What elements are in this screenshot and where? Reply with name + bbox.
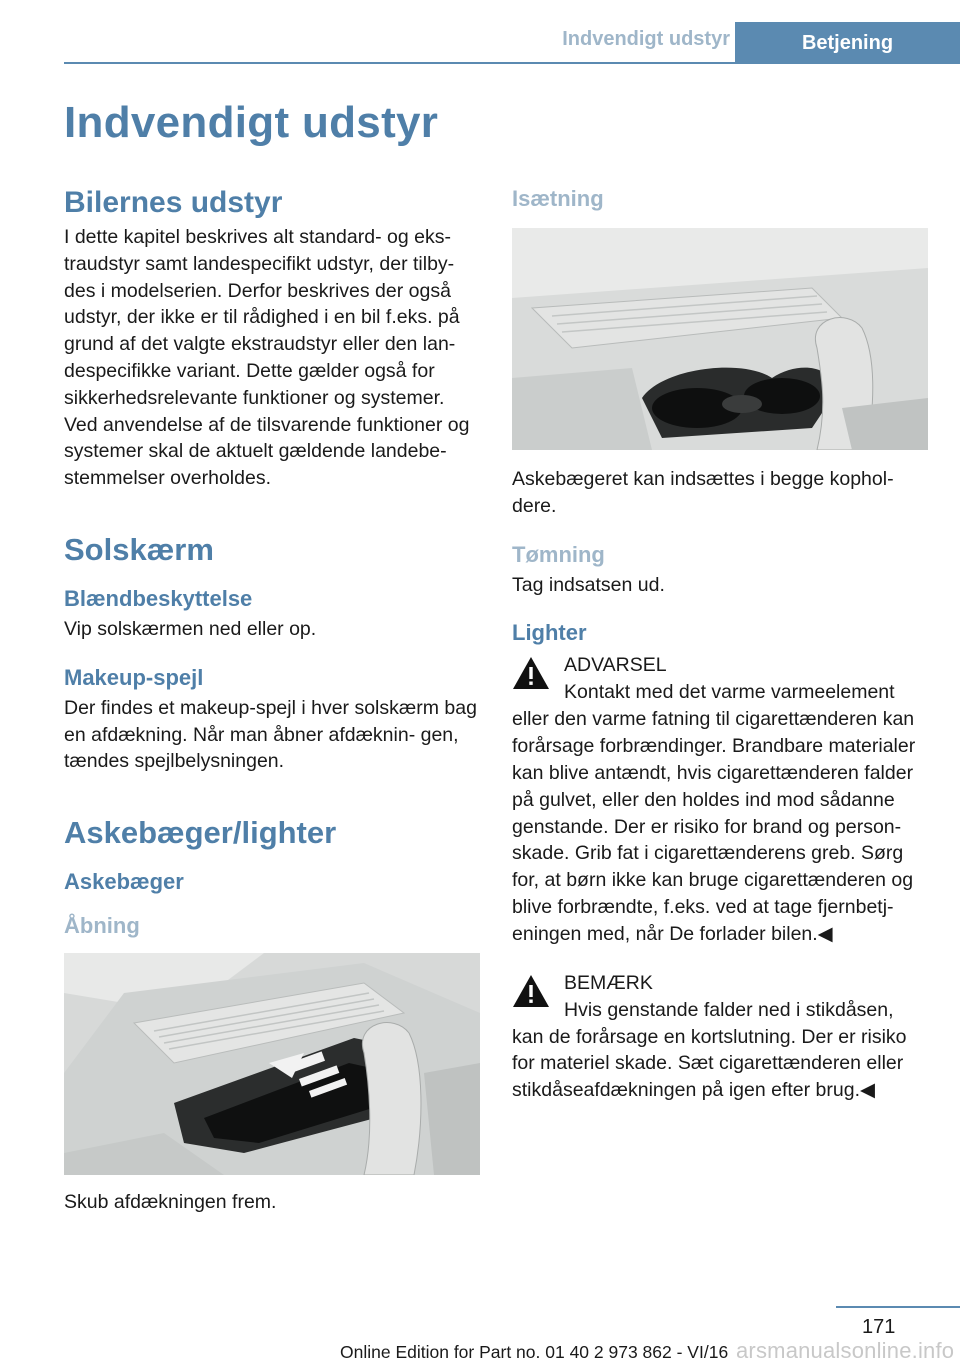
notice-title: BEMÆRK <box>564 971 653 994</box>
heading-solskaerm: Solskærm <box>64 531 214 567</box>
heading-askebaeger: Askebæger <box>64 869 184 895</box>
heading-lighter: Lighter <box>512 620 587 646</box>
heading-blaendbeskyttelse: Blændbeskyttelse <box>64 585 253 611</box>
footer-rule <box>836 1306 960 1308</box>
ashtray-opening-illustration <box>64 953 480 1175</box>
notice-body: kan de forårsage en kortslutning. Der er risiko for materiel skade. Sæt cigarettænderen eller stikdåseafdækningen på igen efter brug.◀ <box>512 1025 907 1102</box>
watermark: arsmanualsonline.info <box>736 1338 955 1363</box>
header-chapter-tab: Betjening <box>735 22 960 62</box>
page-header <box>0 0 960 64</box>
paragraph-bilernes-udstyr: I dette kapitel beskrives alt standard- og eks‐ traudstyr samt landespecifikt udstyr, der tilby‐ des i modelserien. Derfor beskrives der også udstyr, der ikke er til rådighed i en bil f.eks. på grund af det valgte ekstraudstyr eller den lan‐ despecifikke variant. Dette gælder også for sikkerhedsrelevante funktioner og systemer. Ved anvendelse af de tilsvarende funktioner og systemer skal de aktuelt gældende landebe‐ stemmelser overholdes. <box>64 226 470 490</box>
notice-block <box>512 970 928 1104</box>
header-section-title: Indvendigt udstyr <box>562 28 730 50</box>
right-column <box>512 186 928 1104</box>
caption-aabning: Skub afdækningen frem. <box>64 1191 277 1214</box>
warning-body: eller den varme fatning til cigarettænderen kan forårsage forbrændinger. Brandbare materialer kan blive antændt, hvis cigarettænderen falder på gulvet, eller den holdes ind mod sådanne genstande. Der er risiko for brand og person‐ skade. Grib fat i cigarettænderens greb. Sørg for, at børn ikke kan bruge cigarettænderen og blive forbrændte, f.eks. ved at tage fjernbetj‐ eningen med, når De forlader bilen.◀ <box>512 708 916 945</box>
heading-aabning: Åbning <box>64 913 140 939</box>
figure-ashtray-insertion <box>512 228 928 450</box>
heading-isaetning: Isætning <box>512 186 604 211</box>
page-title: Indvendigt udstyr <box>64 98 439 147</box>
paragraph-tomning: Tag indsatsen ud. <box>512 573 665 596</box>
header-rule <box>64 62 960 64</box>
paragraph-makeup-spejl: Der findes et makeup-spejl i hver solskærm bag en afdækning. Når man åbner afdæknin‐ gen, tændes spejlbelysningen. <box>64 696 477 773</box>
heading-tomning: Tømning <box>512 541 605 567</box>
edition-line: Online Edition for Part no. 01 40 2 973 862 - VI/16 <box>340 1342 729 1362</box>
heading-makeup-spejl: Makeup-spejl <box>64 664 204 690</box>
warning-triangle-icon <box>512 656 550 690</box>
ashtray-insertion-illustration <box>512 228 928 450</box>
paragraph-blaendbeskyttelse: Vip solskærmen ned eller op. <box>64 617 317 640</box>
figure-ashtray-opening <box>64 953 480 1175</box>
notice-triangle-icon <box>512 974 550 1008</box>
heading-askebaeger-lighter: Askebæger/lighter <box>64 815 337 851</box>
heading-bilernes-udstyr: Bilernes udstyr <box>64 186 283 219</box>
page-number: 171 <box>862 1316 896 1338</box>
left-column <box>64 186 482 1216</box>
warning-title: ADVARSEL <box>564 654 667 677</box>
notice-first-line: Hvis genstande falder ned i stikdåsen, <box>564 998 894 1021</box>
warning-first-line: Kontakt med det varme varmeelement <box>564 681 895 704</box>
caption-isaetning: Askebægeret kan indsættes i begge kophol‐ dere. <box>512 468 894 517</box>
warning-block <box>512 652 928 947</box>
